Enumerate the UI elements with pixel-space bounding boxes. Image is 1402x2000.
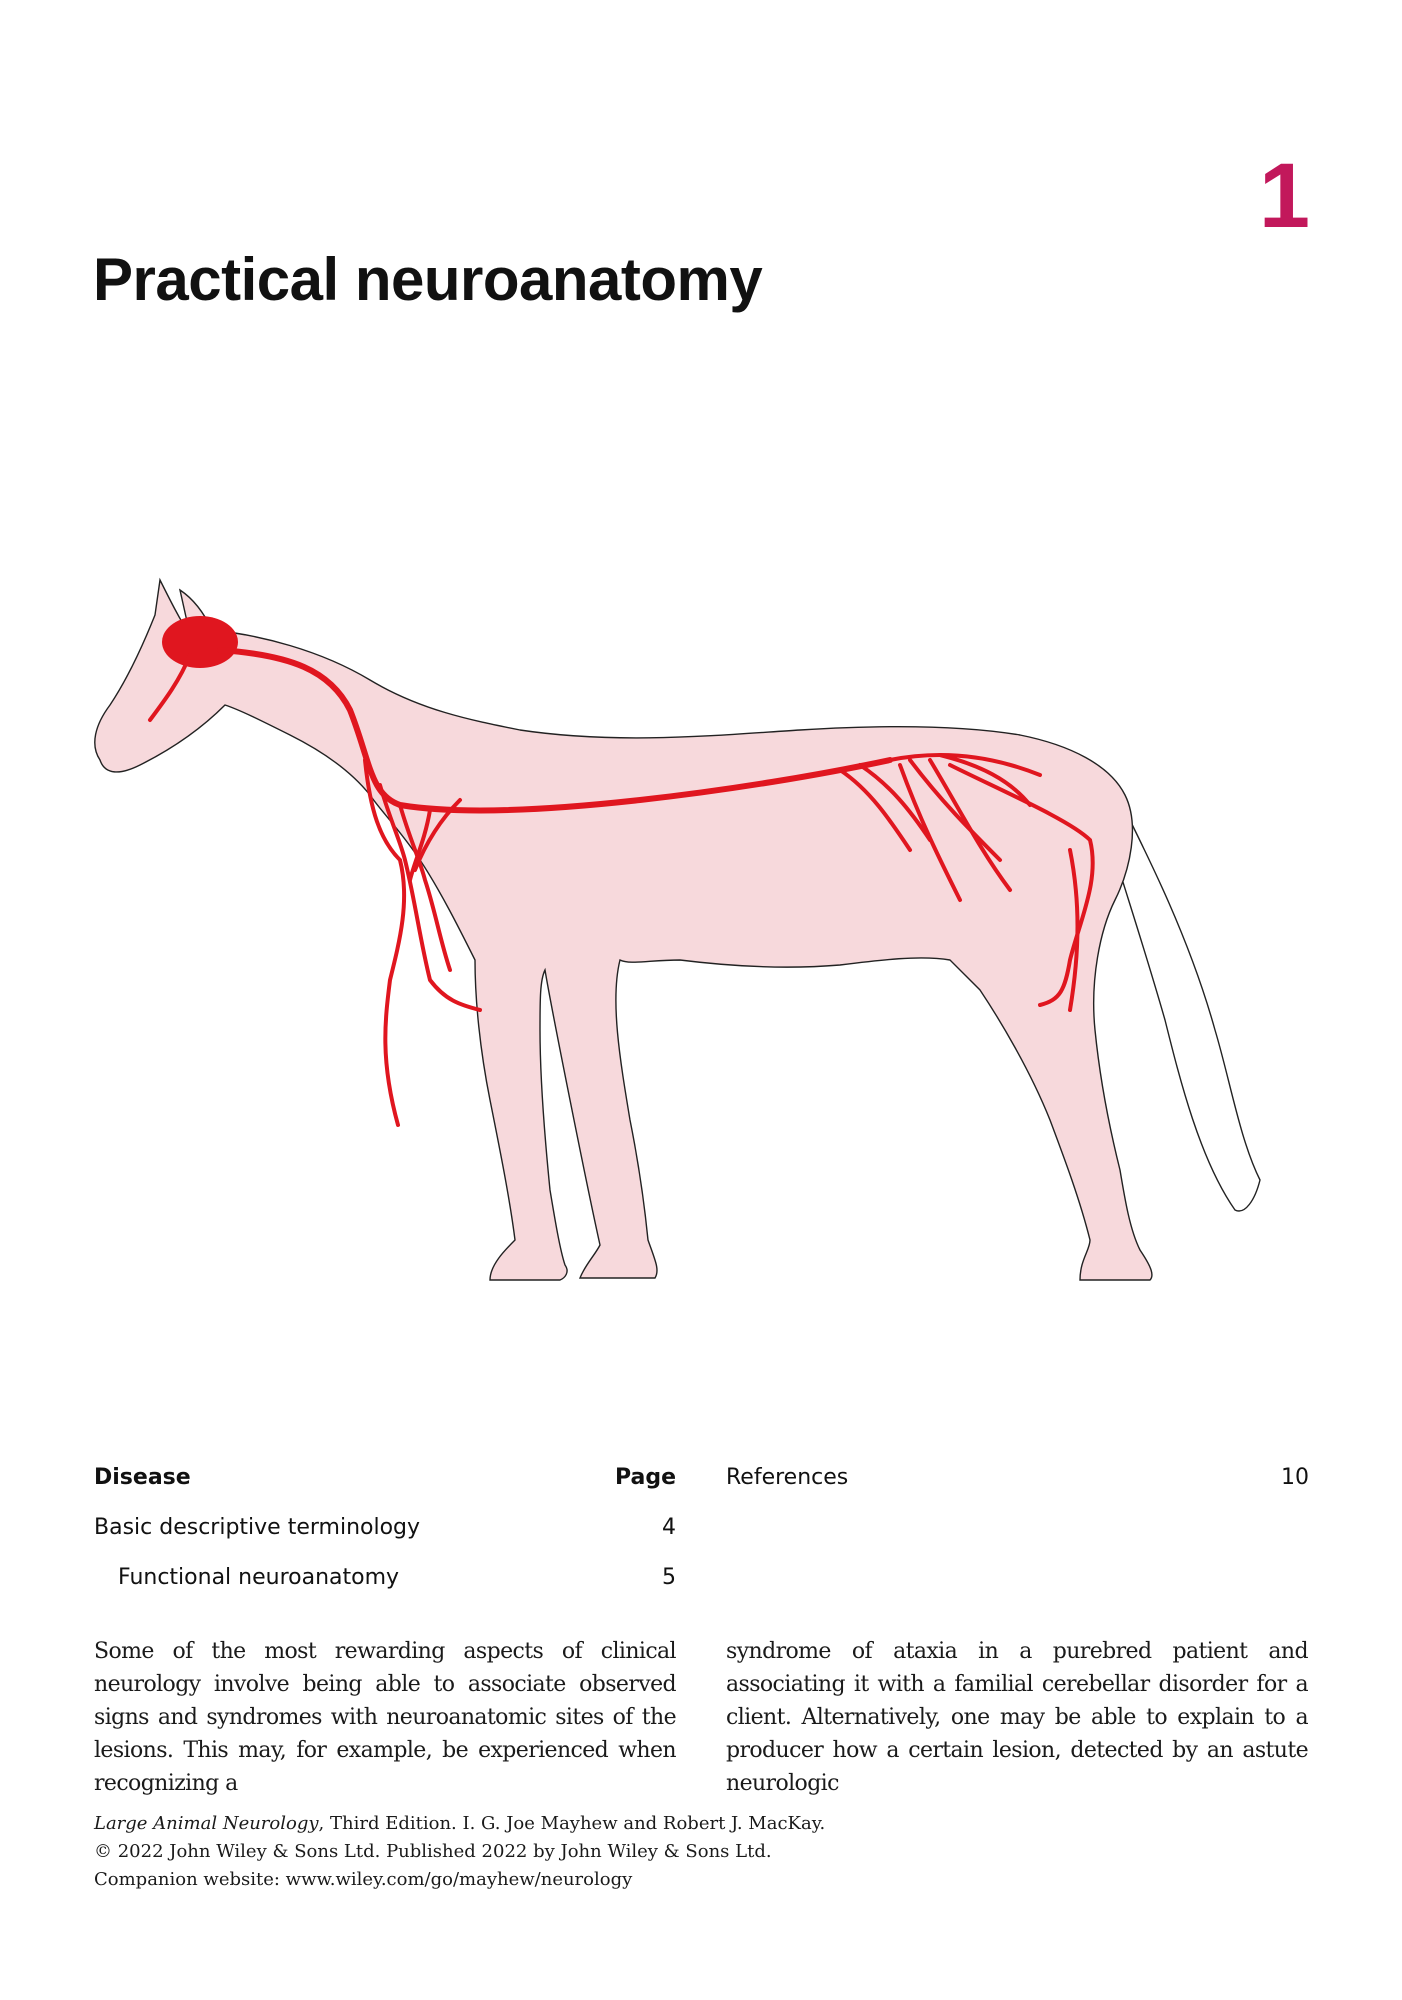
- toc-entry-title: Functional neuroanatomy: [118, 1565, 400, 1590]
- horse-tail: [1110, 790, 1260, 1211]
- toc-header-page: Page: [614, 1465, 676, 1490]
- toc-header: [94, 1465, 676, 1515]
- toc-entry-title: Basic descriptive terminology: [94, 1515, 421, 1540]
- chapter-contents-left: [94, 1465, 676, 1615]
- copyright-line: © 2022 John Wiley & Sons Ltd. Published 2022 by John Wiley & Sons Ltd.: [94, 1841, 772, 1862]
- citation-line: [94, 1810, 825, 1838]
- brain-mass: [162, 616, 238, 668]
- toc-entry-page: 4: [662, 1515, 676, 1540]
- toc-entry-page: 10: [1281, 1465, 1309, 1490]
- body-paragraph-right: syndrome of ataxia in a purebred patient and associating it with a familial cerebellar disorder for a client. Alternatively, one may be able to explain to a producer how a certain lesion, detected by an astute neurologic: [726, 1639, 1308, 1796]
- chapter-contents-right: [726, 1465, 1309, 1515]
- copyright-footer: [94, 1810, 825, 1894]
- toc-entry-title: References: [726, 1465, 849, 1490]
- body-paragraph-left: Some of the most rewarding aspects of clinical neurology involve being able to associate observed signs and syndromes with neuroanatomic sites of the lesions. This may, for example, be experienced when recognizing a: [94, 1639, 676, 1796]
- toc-header-disease: Disease: [94, 1465, 191, 1490]
- chapter-title: Practical neuroanatomy: [93, 246, 763, 313]
- toc-entry-page: 5: [662, 1565, 676, 1590]
- toc-entry[interactable]: [726, 1465, 1309, 1515]
- toc-entry[interactable]: [94, 1515, 676, 1565]
- horse-nervous-system-illustration: [80, 560, 1330, 1460]
- chapter-number: 1: [1258, 145, 1310, 247]
- book-title: Large Animal Neurology: [94, 1813, 319, 1834]
- horse-body: [95, 580, 1152, 1280]
- citation-rest: , Third Edition. I. G. Joe Mayhew and Robert J. MacKay.: [318, 1813, 826, 1834]
- companion-website-line[interactable]: Companion website: www.wiley.com/go/mayhew/neurology: [94, 1869, 633, 1890]
- toc-entry[interactable]: [94, 1565, 676, 1615]
